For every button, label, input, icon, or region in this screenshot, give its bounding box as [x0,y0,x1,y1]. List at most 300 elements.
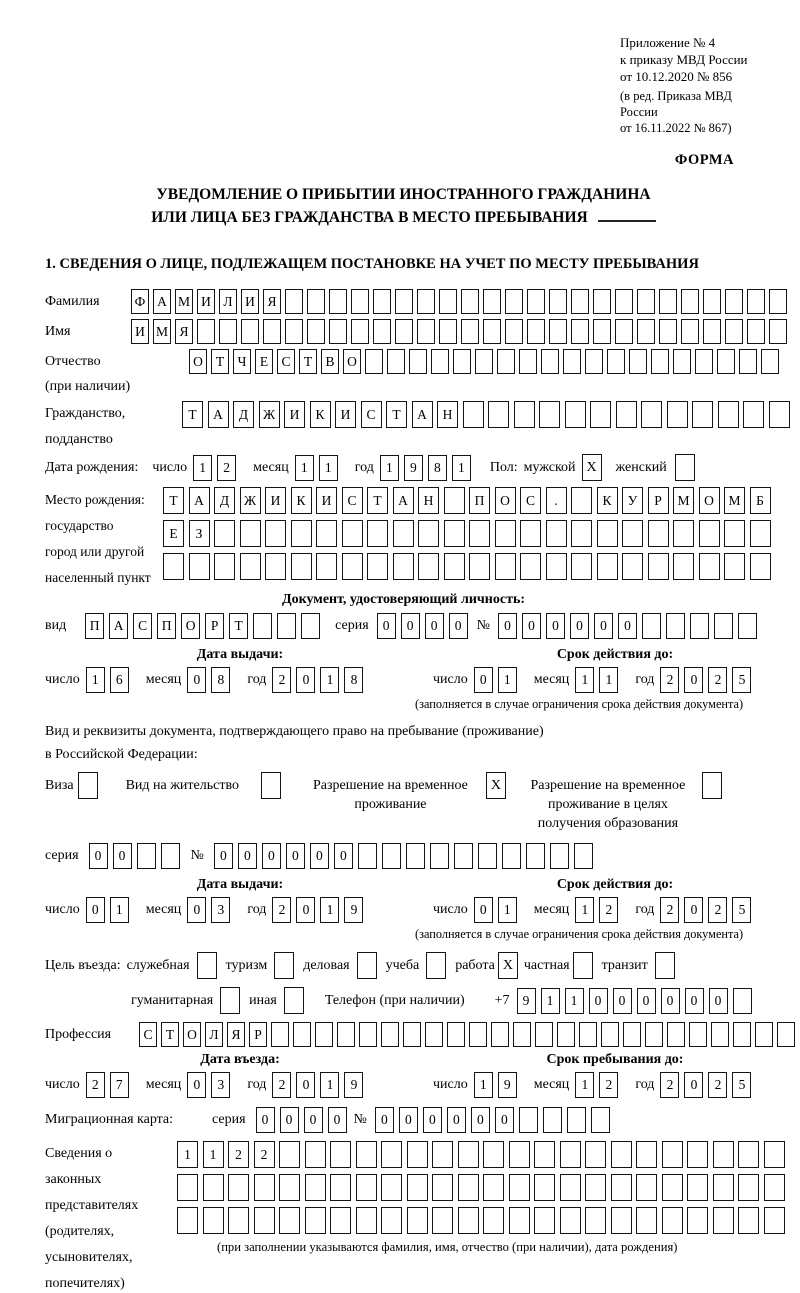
char-cell[interactable] [351,319,369,344]
char-cell[interactable] [571,487,592,514]
char-cell[interactable]: Д [233,401,254,428]
char-cell[interactable]: 8 [211,667,230,693]
char-cell[interactable]: 2 [228,1141,249,1168]
char-cell[interactable]: 0 [495,1107,514,1133]
char-cell[interactable] [137,843,156,869]
char-cell[interactable]: О [343,349,361,374]
char-cell[interactable] [546,553,567,580]
char-cell[interactable] [666,613,685,639]
char-cell[interactable]: Е [255,349,273,374]
char-cell[interactable]: 0 [449,613,468,639]
char-cell[interactable]: 1 [474,1072,493,1098]
char-cell[interactable]: 0 [334,843,353,869]
char-cell[interactable] [764,1141,785,1168]
char-cell[interactable]: Т [211,349,229,374]
char-cell[interactable] [593,289,611,314]
char-cell[interactable] [543,1107,562,1133]
char-cell[interactable] [585,1207,606,1234]
char-cell[interactable]: 2 [660,667,679,693]
char-cell[interactable] [590,401,611,428]
char-cell[interactable] [381,1141,402,1168]
char-cell[interactable] [483,1174,504,1201]
char-cell[interactable] [241,319,259,344]
char-cell[interactable] [425,1022,443,1047]
char-cell[interactable]: У [622,487,643,514]
char-cell[interactable] [330,1141,351,1168]
char-cell[interactable] [623,1022,641,1047]
char-cell[interactable] [228,1174,249,1201]
char-cell[interactable] [393,553,414,580]
char-cell[interactable] [365,349,383,374]
char-cell[interactable] [642,613,661,639]
char-cell[interactable]: 0 [187,1072,206,1098]
char-cell[interactable] [495,553,516,580]
char-cell[interactable] [662,1207,683,1234]
char-cell[interactable]: Л [205,1022,223,1047]
char-cell[interactable] [497,349,515,374]
char-cell[interactable]: 5 [732,897,751,923]
char-cell[interactable]: Ч [233,349,251,374]
char-cell[interactable]: Е [163,520,184,547]
char-cell[interactable] [747,289,765,314]
char-cell[interactable] [263,319,281,344]
char-cell[interactable]: 0 [474,897,493,923]
char-cell[interactable]: 6 [110,667,129,693]
char-cell[interactable] [359,1022,377,1047]
char-cell[interactable] [356,1141,377,1168]
char-cell[interactable]: 1 [565,988,584,1014]
char-cell[interactable] [607,349,625,374]
char-cell[interactable]: С [277,349,295,374]
char-cell[interactable]: Р [249,1022,267,1047]
char-cell[interactable]: 0 [310,843,329,869]
char-cell[interactable]: 9 [498,1072,517,1098]
char-cell[interactable] [356,1174,377,1201]
char-cell[interactable]: 0 [296,1072,315,1098]
char-cell[interactable] [161,843,180,869]
char-cell[interactable]: Б [750,487,771,514]
char-cell[interactable] [458,1141,479,1168]
char-cell[interactable] [636,1141,657,1168]
char-cell[interactable] [483,1207,504,1234]
char-cell[interactable]: И [241,289,259,314]
char-cell[interactable] [713,1207,734,1234]
char-cell[interactable] [526,843,545,869]
char-cell[interactable] [651,349,669,374]
char-cell[interactable]: О [181,613,200,639]
char-cell[interactable] [439,319,457,344]
char-cell[interactable] [690,613,709,639]
char-cell[interactable]: Н [418,487,439,514]
char-cell[interactable] [636,1174,657,1201]
char-cell[interactable] [750,553,771,580]
char-cell[interactable]: 0 [86,897,105,923]
purpose-turizm-checkbox[interactable] [274,952,294,979]
char-cell[interactable]: 0 [570,613,589,639]
char-cell[interactable] [279,1207,300,1234]
char-cell[interactable]: 1 [320,667,339,693]
char-cell[interactable]: А [153,289,171,314]
char-cell[interactable] [699,520,720,547]
char-cell[interactable]: 0 [296,897,315,923]
char-cell[interactable] [591,1107,610,1133]
char-cell[interactable] [738,1207,759,1234]
char-cell[interactable]: К [291,487,312,514]
char-cell[interactable]: К [597,487,618,514]
char-cell[interactable]: 0 [214,843,233,869]
char-cell[interactable] [546,520,567,547]
char-cell[interactable] [430,843,449,869]
char-cell[interactable] [769,319,787,344]
char-cell[interactable]: 0 [262,843,281,869]
char-cell[interactable]: З [189,520,210,547]
char-cell[interactable]: 9 [344,1072,363,1098]
char-cell[interactable] [417,289,435,314]
char-cell[interactable]: 1 [541,988,560,1014]
resid-rvp-checkbox[interactable]: X [486,772,506,799]
char-cell[interactable]: 0 [685,988,704,1014]
char-cell[interactable] [514,401,535,428]
purpose-tranzit-checkbox[interactable] [655,952,675,979]
char-cell[interactable] [724,553,745,580]
char-cell[interactable] [585,349,603,374]
char-cell[interactable] [667,1022,685,1047]
char-cell[interactable]: 0 [447,1107,466,1133]
char-cell[interactable] [535,1022,553,1047]
purpose-chastnaya-checkbox[interactable] [573,952,593,979]
char-cell[interactable]: С [139,1022,157,1047]
char-cell[interactable]: 9 [404,455,423,481]
char-cell[interactable] [203,1174,224,1201]
char-cell[interactable] [534,1174,555,1201]
char-cell[interactable] [689,1022,707,1047]
char-cell[interactable] [695,349,713,374]
char-cell[interactable] [764,1174,785,1201]
char-cell[interactable]: 0 [546,613,565,639]
char-cell[interactable]: 1 [599,667,618,693]
char-cell[interactable] [329,289,347,314]
char-cell[interactable]: 1 [86,667,105,693]
char-cell[interactable]: 1 [203,1141,224,1168]
char-cell[interactable]: 0 [187,897,206,923]
char-cell[interactable]: 0 [187,667,206,693]
char-cell[interactable] [549,319,567,344]
char-cell[interactable] [563,349,581,374]
char-cell[interactable]: 0 [238,843,257,869]
char-cell[interactable] [315,1022,333,1047]
char-cell[interactable]: 0 [594,613,613,639]
char-cell[interactable] [432,1207,453,1234]
char-cell[interactable] [534,1141,555,1168]
char-cell[interactable] [681,319,699,344]
char-cell[interactable] [527,289,545,314]
char-cell[interactable] [478,843,497,869]
char-cell[interactable]: Р [205,613,224,639]
char-cell[interactable]: 2 [708,1072,727,1098]
char-cell[interactable] [291,520,312,547]
char-cell[interactable] [713,1174,734,1201]
char-cell[interactable] [271,1022,289,1047]
char-cell[interactable] [330,1207,351,1234]
char-cell[interactable]: 0 [613,988,632,1014]
char-cell[interactable] [453,349,471,374]
resid-vnzh-checkbox[interactable] [261,772,281,799]
char-cell[interactable] [285,319,303,344]
char-cell[interactable] [279,1141,300,1168]
char-cell[interactable]: 2 [599,1072,618,1098]
char-cell[interactable]: 1 [319,455,338,481]
char-cell[interactable]: Ф [131,289,149,314]
char-cell[interactable] [597,553,618,580]
char-cell[interactable] [358,843,377,869]
char-cell[interactable] [253,613,272,639]
char-cell[interactable] [214,553,235,580]
char-cell[interactable]: Я [227,1022,245,1047]
char-cell[interactable] [417,319,435,344]
char-cell[interactable] [240,553,261,580]
char-cell[interactable] [673,520,694,547]
char-cell[interactable] [461,319,479,344]
char-cell[interactable]: 0 [684,1072,703,1098]
char-cell[interactable]: А [109,613,128,639]
purpose-inaya-checkbox[interactable] [284,987,304,1014]
char-cell[interactable] [432,1141,453,1168]
char-cell[interactable]: П [157,613,176,639]
char-cell[interactable] [717,349,735,374]
char-cell[interactable]: 0 [661,988,680,1014]
char-cell[interactable] [662,1174,683,1201]
char-cell[interactable] [444,487,465,514]
char-cell[interactable] [483,289,501,314]
char-cell[interactable] [305,1174,326,1201]
char-cell[interactable] [714,613,733,639]
char-cell[interactable] [305,1141,326,1168]
char-cell[interactable] [597,520,618,547]
char-cell[interactable] [703,289,721,314]
char-cell[interactable]: О [189,349,207,374]
char-cell[interactable] [659,319,677,344]
char-cell[interactable] [444,553,465,580]
char-cell[interactable] [673,553,694,580]
char-cell[interactable] [407,1141,428,1168]
char-cell[interactable] [395,289,413,314]
char-cell[interactable] [475,349,493,374]
char-cell[interactable]: 1 [498,667,517,693]
char-cell[interactable]: 0 [474,667,493,693]
char-cell[interactable] [513,1022,531,1047]
char-cell[interactable]: Л [219,289,237,314]
char-cell[interactable]: 0 [377,613,396,639]
char-cell[interactable]: 2 [708,667,727,693]
char-cell[interactable] [469,1022,487,1047]
char-cell[interactable] [777,1022,795,1047]
char-cell[interactable]: К [310,401,331,428]
char-cell[interactable]: А [412,401,433,428]
char-cell[interactable]: Ж [259,401,280,428]
char-cell[interactable]: 2 [660,897,679,923]
char-cell[interactable] [601,1022,619,1047]
char-cell[interactable] [681,289,699,314]
char-cell[interactable] [560,1174,581,1201]
char-cell[interactable] [495,520,516,547]
char-cell[interactable] [616,401,637,428]
char-cell[interactable]: О [699,487,720,514]
char-cell[interactable]: 1 [193,455,212,481]
char-cell[interactable]: И [335,401,356,428]
sex-male-checkbox[interactable]: X [582,454,602,481]
char-cell[interactable]: М [153,319,171,344]
char-cell[interactable] [454,843,473,869]
char-cell[interactable] [505,289,523,314]
char-cell[interactable]: Ж [240,487,261,514]
char-cell[interactable]: 0 [684,667,703,693]
char-cell[interactable] [373,319,391,344]
char-cell[interactable] [579,1022,597,1047]
char-cell[interactable]: 2 [272,1072,291,1098]
char-cell[interactable]: 2 [599,897,618,923]
char-cell[interactable] [567,1107,586,1133]
char-cell[interactable]: 0 [89,843,108,869]
char-cell[interactable] [381,1022,399,1047]
char-cell[interactable]: А [393,487,414,514]
char-cell[interactable]: 0 [304,1107,323,1133]
char-cell[interactable]: 2 [272,667,291,693]
char-cell[interactable]: П [85,613,104,639]
char-cell[interactable]: 1 [320,897,339,923]
char-cell[interactable] [301,613,320,639]
char-cell[interactable]: П [469,487,490,514]
char-cell[interactable] [527,319,545,344]
char-cell[interactable]: И [131,319,149,344]
char-cell[interactable] [291,553,312,580]
char-cell[interactable] [733,988,752,1014]
char-cell[interactable]: 0 [684,897,703,923]
char-cell[interactable]: 0 [399,1107,418,1133]
char-cell[interactable]: 5 [732,1072,751,1098]
char-cell[interactable]: С [361,401,382,428]
char-cell[interactable] [692,401,713,428]
char-cell[interactable]: М [175,289,193,314]
char-cell[interactable]: С [342,487,363,514]
char-cell[interactable] [611,1174,632,1201]
char-cell[interactable]: 0 [423,1107,442,1133]
char-cell[interactable] [520,553,541,580]
char-cell[interactable]: 0 [589,988,608,1014]
char-cell[interactable] [469,553,490,580]
char-cell[interactable] [316,520,337,547]
char-cell[interactable] [254,1207,275,1234]
char-cell[interactable] [491,1022,509,1047]
char-cell[interactable] [395,319,413,344]
resid-visa-checkbox[interactable] [78,772,98,799]
char-cell[interactable]: О [495,487,516,514]
char-cell[interactable]: Р [648,487,669,514]
char-cell[interactable]: 8 [344,667,363,693]
char-cell[interactable] [219,319,237,344]
char-cell[interactable] [509,1141,530,1168]
char-cell[interactable] [571,520,592,547]
char-cell[interactable]: 0 [401,613,420,639]
char-cell[interactable]: 3 [211,897,230,923]
purpose-sluzhebnaya-checkbox[interactable] [197,952,217,979]
char-cell[interactable] [381,1174,402,1201]
char-cell[interactable]: 0 [280,1107,299,1133]
char-cell[interactable]: И [284,401,305,428]
char-cell[interactable] [743,401,764,428]
char-cell[interactable] [316,553,337,580]
char-cell[interactable] [764,1207,785,1234]
char-cell[interactable] [458,1207,479,1234]
char-cell[interactable] [713,1141,734,1168]
char-cell[interactable]: 2 [272,897,291,923]
char-cell[interactable] [367,553,388,580]
char-cell[interactable]: 0 [618,613,637,639]
char-cell[interactable] [641,401,662,428]
char-cell[interactable] [738,1141,759,1168]
char-cell[interactable] [520,520,541,547]
char-cell[interactable] [738,613,757,639]
char-cell[interactable] [469,520,490,547]
char-cell[interactable]: 0 [709,988,728,1014]
char-cell[interactable]: 2 [660,1072,679,1098]
char-cell[interactable] [560,1207,581,1234]
char-cell[interactable] [163,553,184,580]
char-cell[interactable] [733,1022,751,1047]
char-cell[interactable]: Т [229,613,248,639]
char-cell[interactable] [505,319,523,344]
char-cell[interactable]: М [724,487,745,514]
char-cell[interactable]: И [265,487,286,514]
char-cell[interactable] [277,613,296,639]
char-cell[interactable] [565,401,586,428]
char-cell[interactable] [483,319,501,344]
char-cell[interactable] [738,1174,759,1201]
char-cell[interactable]: 1 [452,455,471,481]
char-cell[interactable] [629,349,647,374]
purpose-rabota-checkbox[interactable]: X [498,952,518,979]
char-cell[interactable]: 0 [425,613,444,639]
char-cell[interactable]: 1 [320,1072,339,1098]
char-cell[interactable]: Т [386,401,407,428]
char-cell[interactable] [739,349,757,374]
purpose-ucheba-checkbox[interactable] [426,952,446,979]
char-cell[interactable] [458,1174,479,1201]
char-cell[interactable] [769,401,790,428]
char-cell[interactable] [571,553,592,580]
sex-female-checkbox[interactable] [675,454,695,481]
char-cell[interactable] [418,520,439,547]
char-cell[interactable] [593,319,611,344]
char-cell[interactable] [265,520,286,547]
purpose-gumanitarnaya-checkbox[interactable] [220,987,240,1014]
char-cell[interactable] [574,843,593,869]
char-cell[interactable]: 3 [211,1072,230,1098]
char-cell[interactable] [382,843,401,869]
char-cell[interactable] [615,319,633,344]
char-cell[interactable]: Д [214,487,235,514]
char-cell[interactable]: 1 [380,455,399,481]
char-cell[interactable]: 2 [217,455,236,481]
char-cell[interactable] [673,349,691,374]
char-cell[interactable]: 1 [575,1072,594,1098]
char-cell[interactable] [534,1207,555,1234]
char-cell[interactable] [432,1174,453,1201]
char-cell[interactable] [285,289,303,314]
char-cell[interactable]: 0 [113,843,132,869]
char-cell[interactable] [725,319,743,344]
char-cell[interactable]: Н [437,401,458,428]
char-cell[interactable]: А [189,487,210,514]
